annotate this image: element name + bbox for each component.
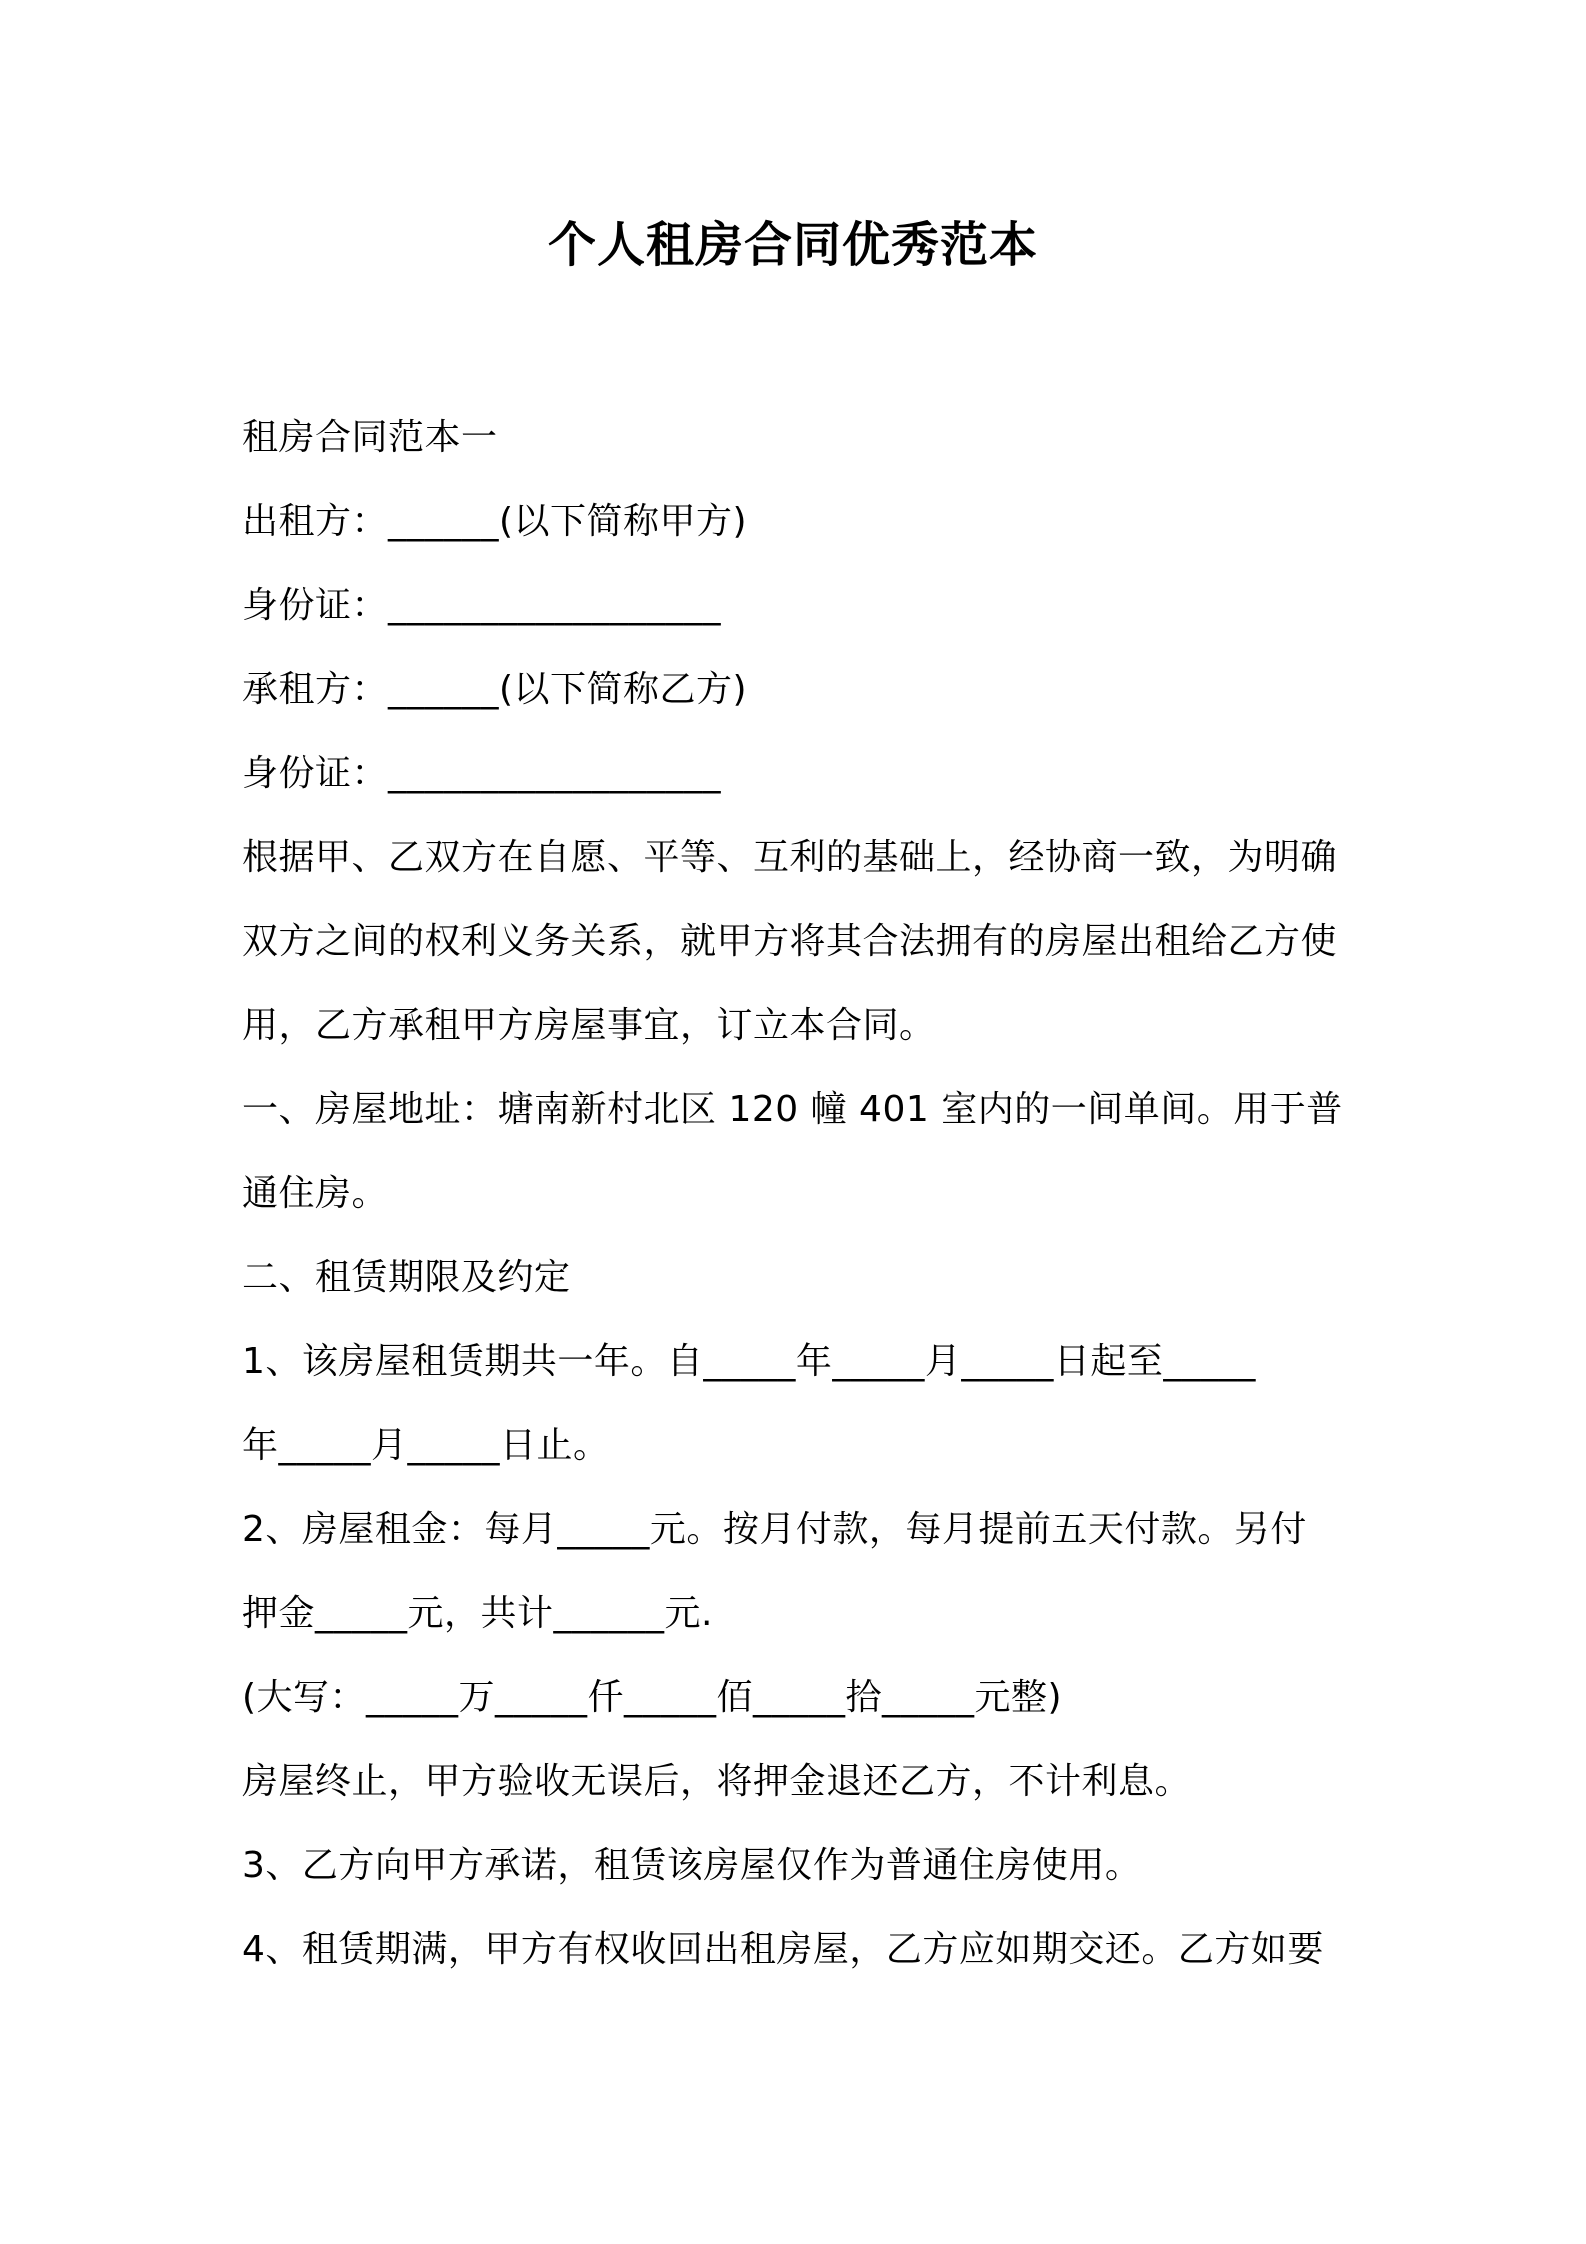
clause-rent-line: 押金_____元，共计______元. [242, 1593, 713, 1634]
clause-deposit-line: 房屋终止，甲方验收无误后，将押金退还乙方，不计利息。 [242, 1761, 1192, 1802]
clause-rent-line: (大写：_____万_____仟_____佰_____拾_____元整) [242, 1677, 1063, 1718]
lessee-id-line: 身份证：__________________ [242, 753, 722, 794]
clause-heading: 二、租赁期限及约定 [242, 1257, 571, 1298]
lessor-line: 出租方：______(以下简称甲方) [242, 501, 748, 542]
clause-use-line: 3、乙方向甲方承诺，租赁该房屋仅作为普通住房使用。 [242, 1845, 1142, 1886]
lessor-id-line: 身份证：__________________ [242, 585, 722, 626]
clause-rent-line: 2、房屋租金：每月_____元。按月付款，每月提前五天付款。另付 [242, 1509, 1307, 1550]
clause-address-line: 一、房屋地址：塘南新村北区 120 幢 401 室内的一间单间。用于普 [242, 1089, 1343, 1130]
section-heading: 租房合同范本一 [242, 417, 498, 458]
clause-address-line: 通住房。 [242, 1173, 389, 1214]
clause-term-line: 1、该房屋租赁期共一年。自_____年_____月_____日起至_____ [242, 1341, 1256, 1382]
paragraph-line: 根据甲、乙双方在自愿、平等、互利的基础上，经协商一致，为明确 [242, 837, 1338, 878]
paragraph-line: 双方之间的权利义务关系，就甲方将其合法拥有的房屋出租给乙方使 [242, 921, 1338, 962]
clause-term-line: 年_____月_____日止。 [242, 1425, 610, 1466]
lessee-line: 承租方：______(以下简称乙方) [242, 669, 748, 710]
document-title: 个人租房合同优秀范本 [547, 217, 1038, 273]
paragraph-line: 用，乙方承租甲方房屋事宜，订立本合同。 [242, 1005, 936, 1046]
clause-expiry-line: 4、租赁期满，甲方有权收回出租房屋，乙方应如期交还。乙方如要 [242, 1929, 1324, 1970]
